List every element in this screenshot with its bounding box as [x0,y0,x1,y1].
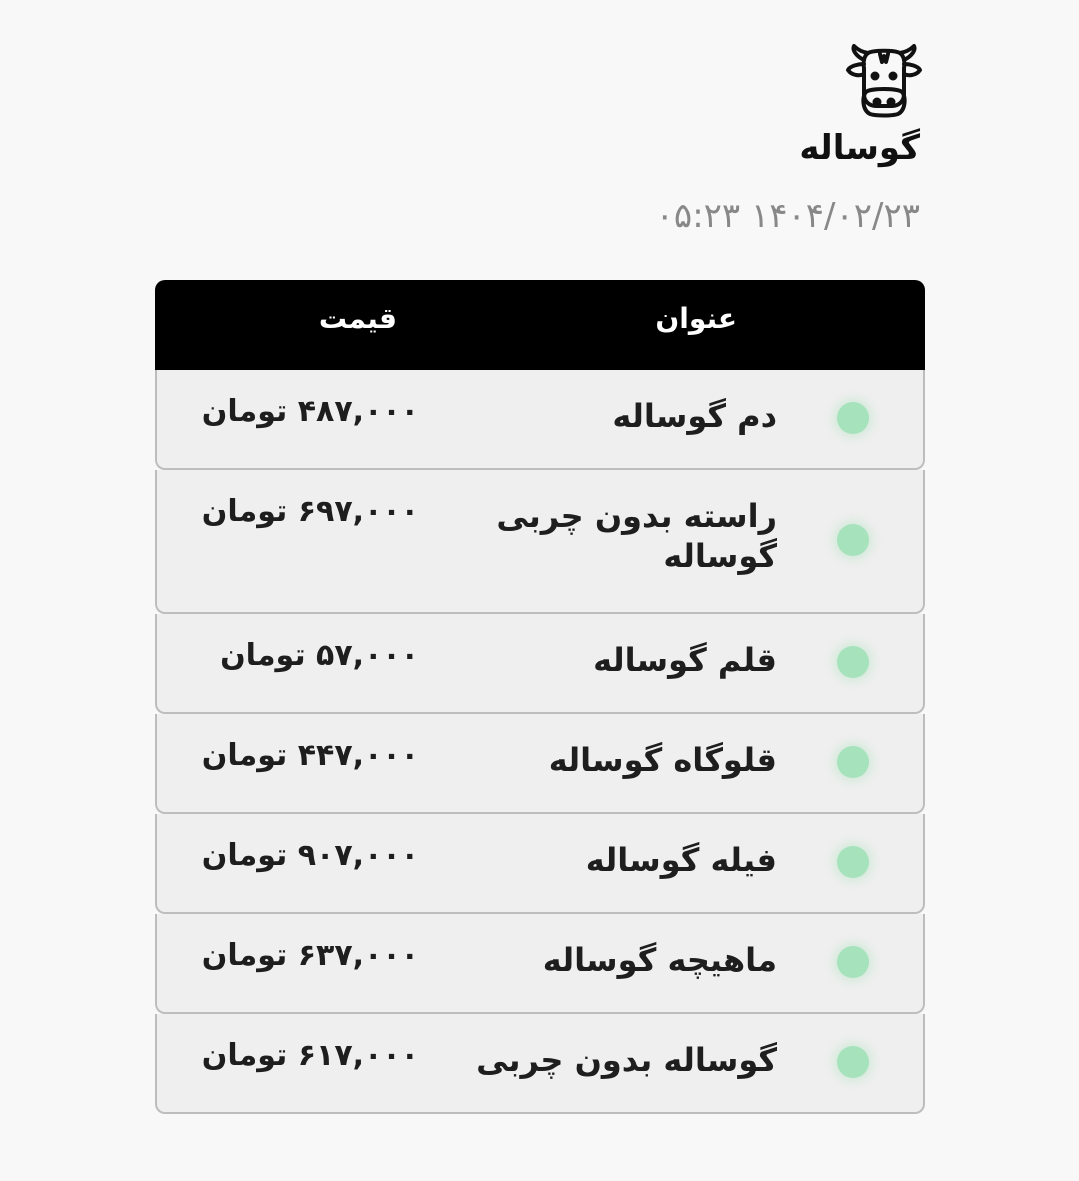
status-dot-icon [837,1046,869,1078]
table-row [155,470,925,614]
item-price: ۶۱۷,۰۰۰ تومان [201,1038,419,1073]
item-name: دم گوساله [612,397,777,435]
item-name: قلوگاه گوساله [548,741,777,779]
item-name: گوساله بدون چربی [476,1041,777,1079]
item-price: ۵۷,۰۰۰ تومان [220,638,419,673]
item-price: ۶۹۷,۰۰۰ تومان [201,494,419,529]
timestamp: ۰۵:۲۳ ۱۴۰۴/۰۲/۲۳ [655,196,920,236]
table-row [155,1014,925,1114]
item-name: فیله گوساله [585,841,777,879]
column-header-price: قیمت [318,302,397,335]
item-name: قلم گوساله [593,641,777,679]
item-name: راسته بدون چربی گوساله [496,497,777,575]
status-dot-icon [837,524,869,556]
item-price: ۶۳۷,۰۰۰ تومان [201,938,419,973]
status-dot-icon [837,646,869,678]
table-row [155,814,925,914]
table-row [155,914,925,1014]
status-dot-icon [837,402,869,434]
table-row [155,370,925,470]
status-dot-icon [837,746,869,778]
column-header-title: عنوان [655,302,737,335]
item-price: ۴۸۷,۰۰۰ تومان [201,394,419,429]
item-price: ۹۰۷,۰۰۰ تومان [201,838,419,873]
cow-icon [846,44,922,118]
item-name: ماهیچه گوساله [542,941,777,979]
table-row [155,714,925,814]
page-title: گوساله [799,128,920,168]
table-header [155,280,925,370]
table-row [155,614,925,714]
item-price: ۴۴۷,۰۰۰ تومان [201,738,419,773]
status-dot-icon [837,946,869,978]
price-table [155,280,925,1114]
status-dot-icon [837,846,869,878]
